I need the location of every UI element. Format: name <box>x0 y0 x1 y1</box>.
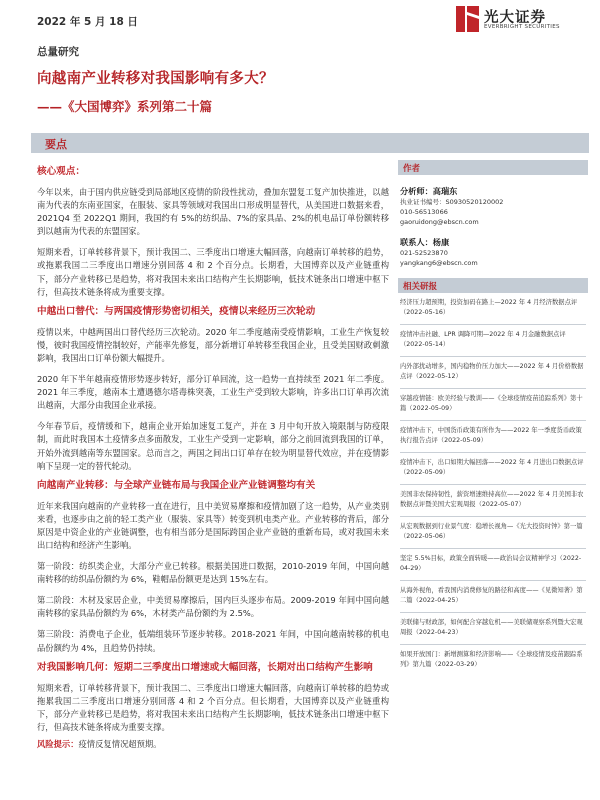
related-report[interactable]: 从宏观数据到行业景气度：稳增长视角—《光大投资时钟》第一篇（2022-05-06） <box>400 517 586 549</box>
contact-phone: 021-52523870 <box>400 249 448 257</box>
core-view-heading: 核心观点： <box>37 166 85 177</box>
related-report[interactable]: 疫情冲击下，出口如期大幅回落——2022 年 4 月进出口数据点评（2022-05-09） <box>400 453 586 485</box>
related-report[interactable]: 疫情冲击社融、LPR 调降可期—2022 年 4 月金融数据点评（2022-05-14） <box>400 325 586 357</box>
section-heading: 对我国影响几何：短期二三季度出口增速或大幅回落，长期对出口结构产生影响 <box>37 661 373 673</box>
related-report[interactable]: 坚定 5.5%目标，政策全面转暖——政治局会议精神学习（2022-04-29） <box>400 549 586 581</box>
report-category: 总量研究 <box>37 46 79 58</box>
paragraph: 近年来我国向越南的产业转移一直在进行，且中美贸易摩擦和疫情加剧了这一趋势，从产业类别来看，也逐步由之前的轻工类产业（服装、家具等）转变到机电类产业。产业转移的背后，部分原因是中资企业的产业链调整，也有相当部分是国际跨国企业产业链的重新布局，或对我国未来出口结构和经济产生影响。 <box>37 500 389 550</box>
related-section-header <box>398 278 588 293</box>
related-heading: 相关研报 <box>403 282 438 292</box>
paragraph: 今年以来，由于国内供应链受到局部地区疫情的阶段性扰动，叠加东盟复工复产加快推进，以越南为代表的东南亚国家，在服装、家具等领域对我国出口形成明显替代，从美国进口数据来看，2021Q4 至 2022Q1 期间，我国约有 5%的纺织品、7%的家具品、2%的机电品订单份额转移到以越南为代表的东盟国家。 <box>37 187 389 237</box>
related-report[interactable]: 从海外视角，看我国内消费修复的路径和高度——《见微知著》第二篇（2022-04-25） <box>400 581 586 613</box>
related-report[interactable]: 如果开放国门：新增测算和经济影响——《全球疫情及疫苗跟踪系列》第九篇（2022-03-29） <box>400 651 583 668</box>
related-report[interactable]: 美联储与财政部，如何配合穿越危机——美联储观察系列暨大宏观周报（2022-04-23） <box>400 613 586 645</box>
brand-name-cn: 光大证券 <box>484 10 546 26</box>
analyst-cert: 执业证书编号：S0930520120002 <box>400 198 504 206</box>
analyst-phone: 010-56513066 <box>400 208 448 216</box>
risk-text: 疫情反复情况超预期。 <box>78 739 162 749</box>
related-report[interactable]: 疫情冲击下，中国货币政策有所作为——2022 年一季度货币政策执行报告点评（2022-05-09） <box>400 421 586 453</box>
contact-email[interactable]: yangkang6@ebscn.com <box>400 259 478 267</box>
analyst-email[interactable]: gaoruidong@ebscn.com <box>400 218 479 226</box>
key-points-label: 要点 <box>45 138 67 151</box>
report-title: 向越南产业转移对我国影响有多大？ <box>37 71 274 87</box>
paragraph: 短期来看，订单转移背景下，预计我国二、三季度出口增速大幅回落，向越南订单转移的趋势或拖累我国二三季度出口增速分别回落 4 和 2 个百分点。但长期看，大国博弈以及产业链重构下，部分产业转移已是趋势，将对我国未来出口结构产生长期影响，低技术链条出口增速中枢下行，但高技术链条将成为重要支撑。 <box>37 682 389 732</box>
related-reports-list <box>398 293 588 676</box>
paragraph: 今年春节后，疫情缓和下，越南企业开始加速复工复产，并在 3 月中旬开放入境限制与防疫限制，而此时我国本土疫情多点多面散发，工业生产受到一定影响，部分之前回流到我国的订单，开始外流到越南等东盟国家。总而言之，两国之间出口订单存在较为明显替代效应，并在疫情影响下呈现一定的替代轮动。 <box>37 421 389 471</box>
author-heading: 作者 <box>403 164 421 174</box>
risk-label: 风险提示： <box>37 739 79 749</box>
related-report[interactable]: 美国非农保持韧性，薪资增速维持高位——2022 年 4 月美国非农数据点评暨美国大宏观周报（2022-05-07） <box>400 485 586 517</box>
paragraph: 2020 年下半年越南疫情形势逐步转好，部分订单回流，这一趋势一直持续至 2021 年二季度。2021 年三季度，越南本土遭遇德尔塔毒株突袭，工业生产受到较大影响，许多出口订单再次流出越南，大部分由我国企业承接。 <box>37 374 389 411</box>
everbright-logo-icon <box>455 5 481 33</box>
sidebar <box>398 160 588 676</box>
brand-name-en: EVERBRIGHT SECURITIES <box>484 24 560 30</box>
report-subtitle: ——《大国博弈》系列第二十篇 <box>37 99 213 114</box>
paragraph: 第三阶段：消费电子企业，低端组装环节逐步转移。2018-2021 年间，中国向越南转移的机电品份额约为 4%，且趋势仍持续。 <box>37 629 389 653</box>
section-heading: 向越南产业转移：与全球产业链布局与我国企业产业链调整均有关 <box>37 479 316 491</box>
contact-name: 联系人：杨康 <box>400 237 450 247</box>
analyst-name: 分析师：高瑞东 <box>400 186 458 196</box>
paragraph: 第一阶段：纺织类企业，大部分产业已转移。根据美国进口数据，2010-2019 年间，中国向越南转移的纺织品份额约为 6%，鞋帽品份额更是达到 15%左右。 <box>37 561 389 585</box>
risk-warning <box>37 738 389 751</box>
related-report[interactable]: 穿越疫情链：欧美经验与教训——《全球疫情疫苗追踪系列》第十篇（2022-05-09） <box>400 389 586 421</box>
main-content <box>37 165 389 751</box>
author-info <box>398 175 588 268</box>
author-section-header <box>398 160 588 175</box>
section-heading: 中越出口替代：与两国疫情形势密切相关，疫情以来经历三次轮动 <box>37 305 316 317</box>
related-report[interactable]: 经济压力超预期，投资加码在路上—2022 年 4 月经济数据点评（2022-05-16） <box>400 293 586 325</box>
paragraph: 短期来看，订单转移背景下，预计我国二、三季度出口增速大幅回落，向越南订单转移的趋势，或拖累我国二三季度出口增速分别回落 4 和 2 个百分点。长期看，大国博弈以及产业链重构下，部分产业转移已是趋势，将对我国未来出口结构产生长期影响，低技术链条出口增速中枢下行，但高技术链条将成为重要支撑。 <box>37 247 389 297</box>
paragraph: 疫情以来，中越两国出口替代经历三次轮动。2020 年二季度越南受疫情影响，工业生产恢复较慢，彼时我国疫情控制较好，产能率先修复，部分新增订单转移至我国企业，且受美国财政刺激影响，我国出口订单份额大幅提升。 <box>37 326 389 363</box>
paragraph: 第二阶段：木材及家居企业，中美贸易摩擦后，国内巨头逐步布局。2009-2019 年间中国向越南转移的家具品份额约为 6%，木材类产品份额约为 2.5%。 <box>37 595 389 619</box>
related-report[interactable]: 内外部扰动增多，国内稳物价压力加大——2022 年 4 月价格数据点评（2022-05-12） <box>400 357 586 389</box>
brand-logo <box>455 5 585 35</box>
key-points-bar <box>31 133 589 153</box>
report-date: 2022 年 5 月 18 日 <box>37 16 138 28</box>
